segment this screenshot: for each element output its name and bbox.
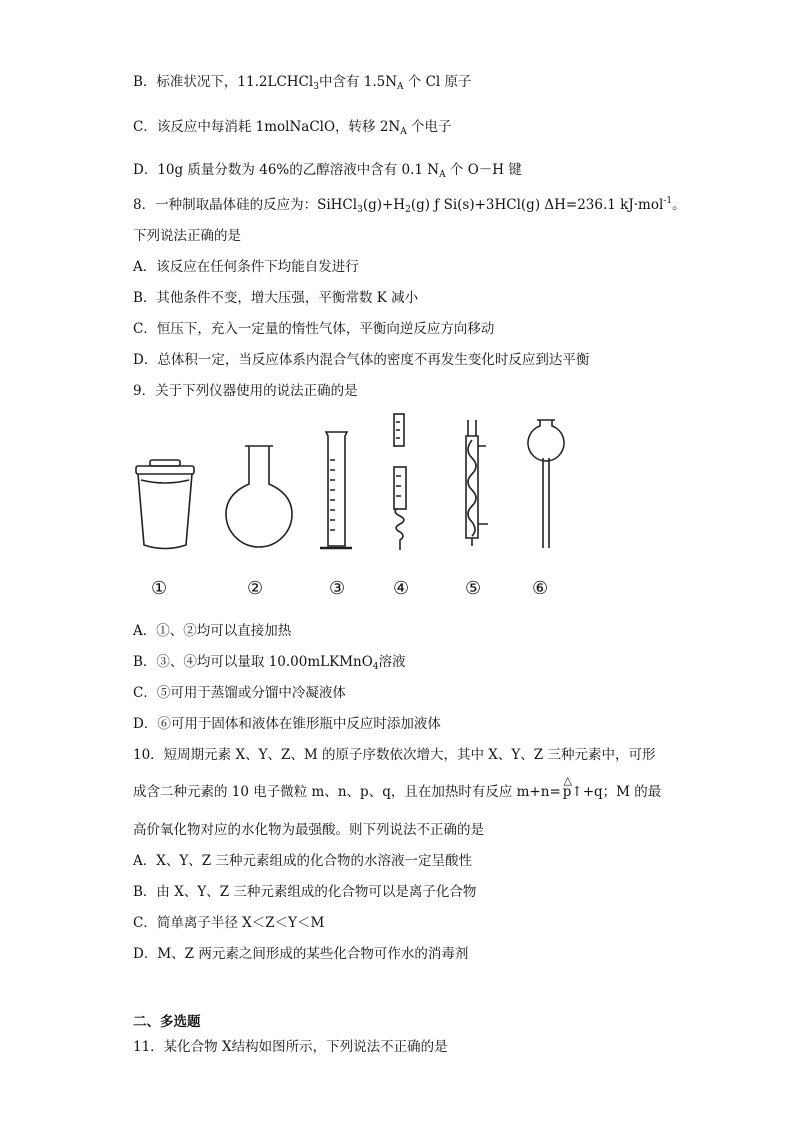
heat-symbol: △ <box>563 774 572 787</box>
label-3: ③ <box>329 578 346 599</box>
round-flask-icon <box>226 446 292 547</box>
q10-option-b: B．由 X、Y、Z 三种元素组成的化合物可以是离子化合物 <box>133 884 477 900</box>
q8-stem-2: 下列说法正确的是 <box>133 228 241 244</box>
q7-b-text3: 个 Cl 原子 <box>403 74 472 90</box>
q9-b-text: B．③、④均可以量取 10.00mLKMnO <box>133 654 373 670</box>
crucible-icon <box>136 460 194 549</box>
q7-c-text: C．该反应中每消耗 1molNaClO，转移 2N <box>133 119 401 135</box>
q8-option-a: A．该反应在任何条件下均能自发进行 <box>133 259 359 275</box>
label-4: ④ <box>393 578 410 599</box>
q8-stem-sub2: 2 <box>405 205 411 215</box>
q10-stem-line2 <box>133 774 662 800</box>
q8-stem-end: 。 <box>672 197 686 213</box>
q7-c-sub: A <box>400 127 407 137</box>
label-5: ⑤ <box>465 578 482 599</box>
q7-b-text2: 中含有 1.5N <box>318 74 398 90</box>
q10-line2-text2: p↑+q；M 的最 <box>562 784 662 800</box>
q10-stem-line3: 高价氧化物对应的水化物为最强酸。则下列说法不正确的是 <box>133 822 484 838</box>
q7-b-text: B．标准状况下，11.2LCHCl <box>133 74 314 90</box>
q7-b-sub2: A <box>397 82 404 92</box>
q7-d-text: D．10g 质量分数为 46%的乙醇溶液中含有 0.1 N <box>133 162 440 178</box>
q10-line2-text: 成含二种元素的 10 电子微粒 m、n、p、q，且在加热时有反应 m+n <box>133 784 550 800</box>
equals-sign: = <box>549 784 563 800</box>
graduated-cylinder-icon <box>320 432 352 548</box>
q7-c-text2: 个电子 <box>406 119 452 135</box>
q9-stem: 9．关于下列仪器使用的说法正确的是 <box>133 383 358 399</box>
section-heading: 二、多选题 <box>133 1014 201 1030</box>
q10-option-d: D．M、Z 两元素之间形成的某些化合物可作水的消毒剂 <box>133 946 469 962</box>
label-6: ⑥ <box>532 578 549 599</box>
q8-stem-sub1: 3 <box>357 205 363 215</box>
q8-option-c: C．恒压下，充入一定量的惰性气体，平衡向逆反应方向移动 <box>133 321 495 337</box>
q9-option-b <box>133 650 406 672</box>
q10-option-a: A．X、Y、Z 三种元素组成的化合物的水溶液一定呈酸性 <box>133 853 472 869</box>
q8-stem-text2: (g)+H <box>362 197 406 213</box>
q8-stem-text: 8．一种制取晶体硅的反应为：SiHCl <box>133 197 358 213</box>
burette-icon <box>394 414 406 550</box>
q10-option-c: C．简单离子半径 X＜Z＜Y＜M <box>133 915 325 931</box>
q7-d-text2: 个 O－H 键 <box>445 162 522 178</box>
label-2: ② <box>247 578 264 599</box>
q11-stem: 11．某化合物 X结构如图所示，下列说法不正确的是 <box>133 1039 448 1055</box>
q8-stem-sup: -1 <box>663 196 673 206</box>
q9-b-text2: 溶液 <box>378 654 406 670</box>
label-1: ① <box>151 578 168 599</box>
q7-d-sub: A <box>439 170 446 180</box>
q10-stem-line1: 10．短周期元素 X、Y、Z、M 的原子序数依次增大，其中 X、Y、Z 三种元素中，可形 <box>133 747 656 763</box>
q9-option-a: A．①、②均可以直接加热 <box>133 623 292 639</box>
q8-stem-text3: (g) ƒ Si(s)+3HCl(g) ΔH=236.1 kJ·mol <box>410 197 664 213</box>
q7-b-sub: 3 <box>313 82 319 92</box>
heating-condition <box>549 774 572 800</box>
q8-option-b: B．其他条件不变，增大压强，平衡常数 K 减小 <box>133 290 419 306</box>
q9-b-sub: 4 <box>372 662 379 672</box>
q9-option-c: C．⑤可用于蒸馏或分馏中冷凝液体 <box>133 685 346 701</box>
condenser-icon <box>466 420 488 546</box>
bulb-funnel-icon <box>528 420 564 548</box>
q9-option-d: D．⑥可用于固体和液体在锥形瓶中反应时添加液体 <box>133 716 441 732</box>
q8-option-d: D．总体积一定，当反应体系内混合气体的密度不再发生变化时反应到达平衡 <box>133 352 590 368</box>
